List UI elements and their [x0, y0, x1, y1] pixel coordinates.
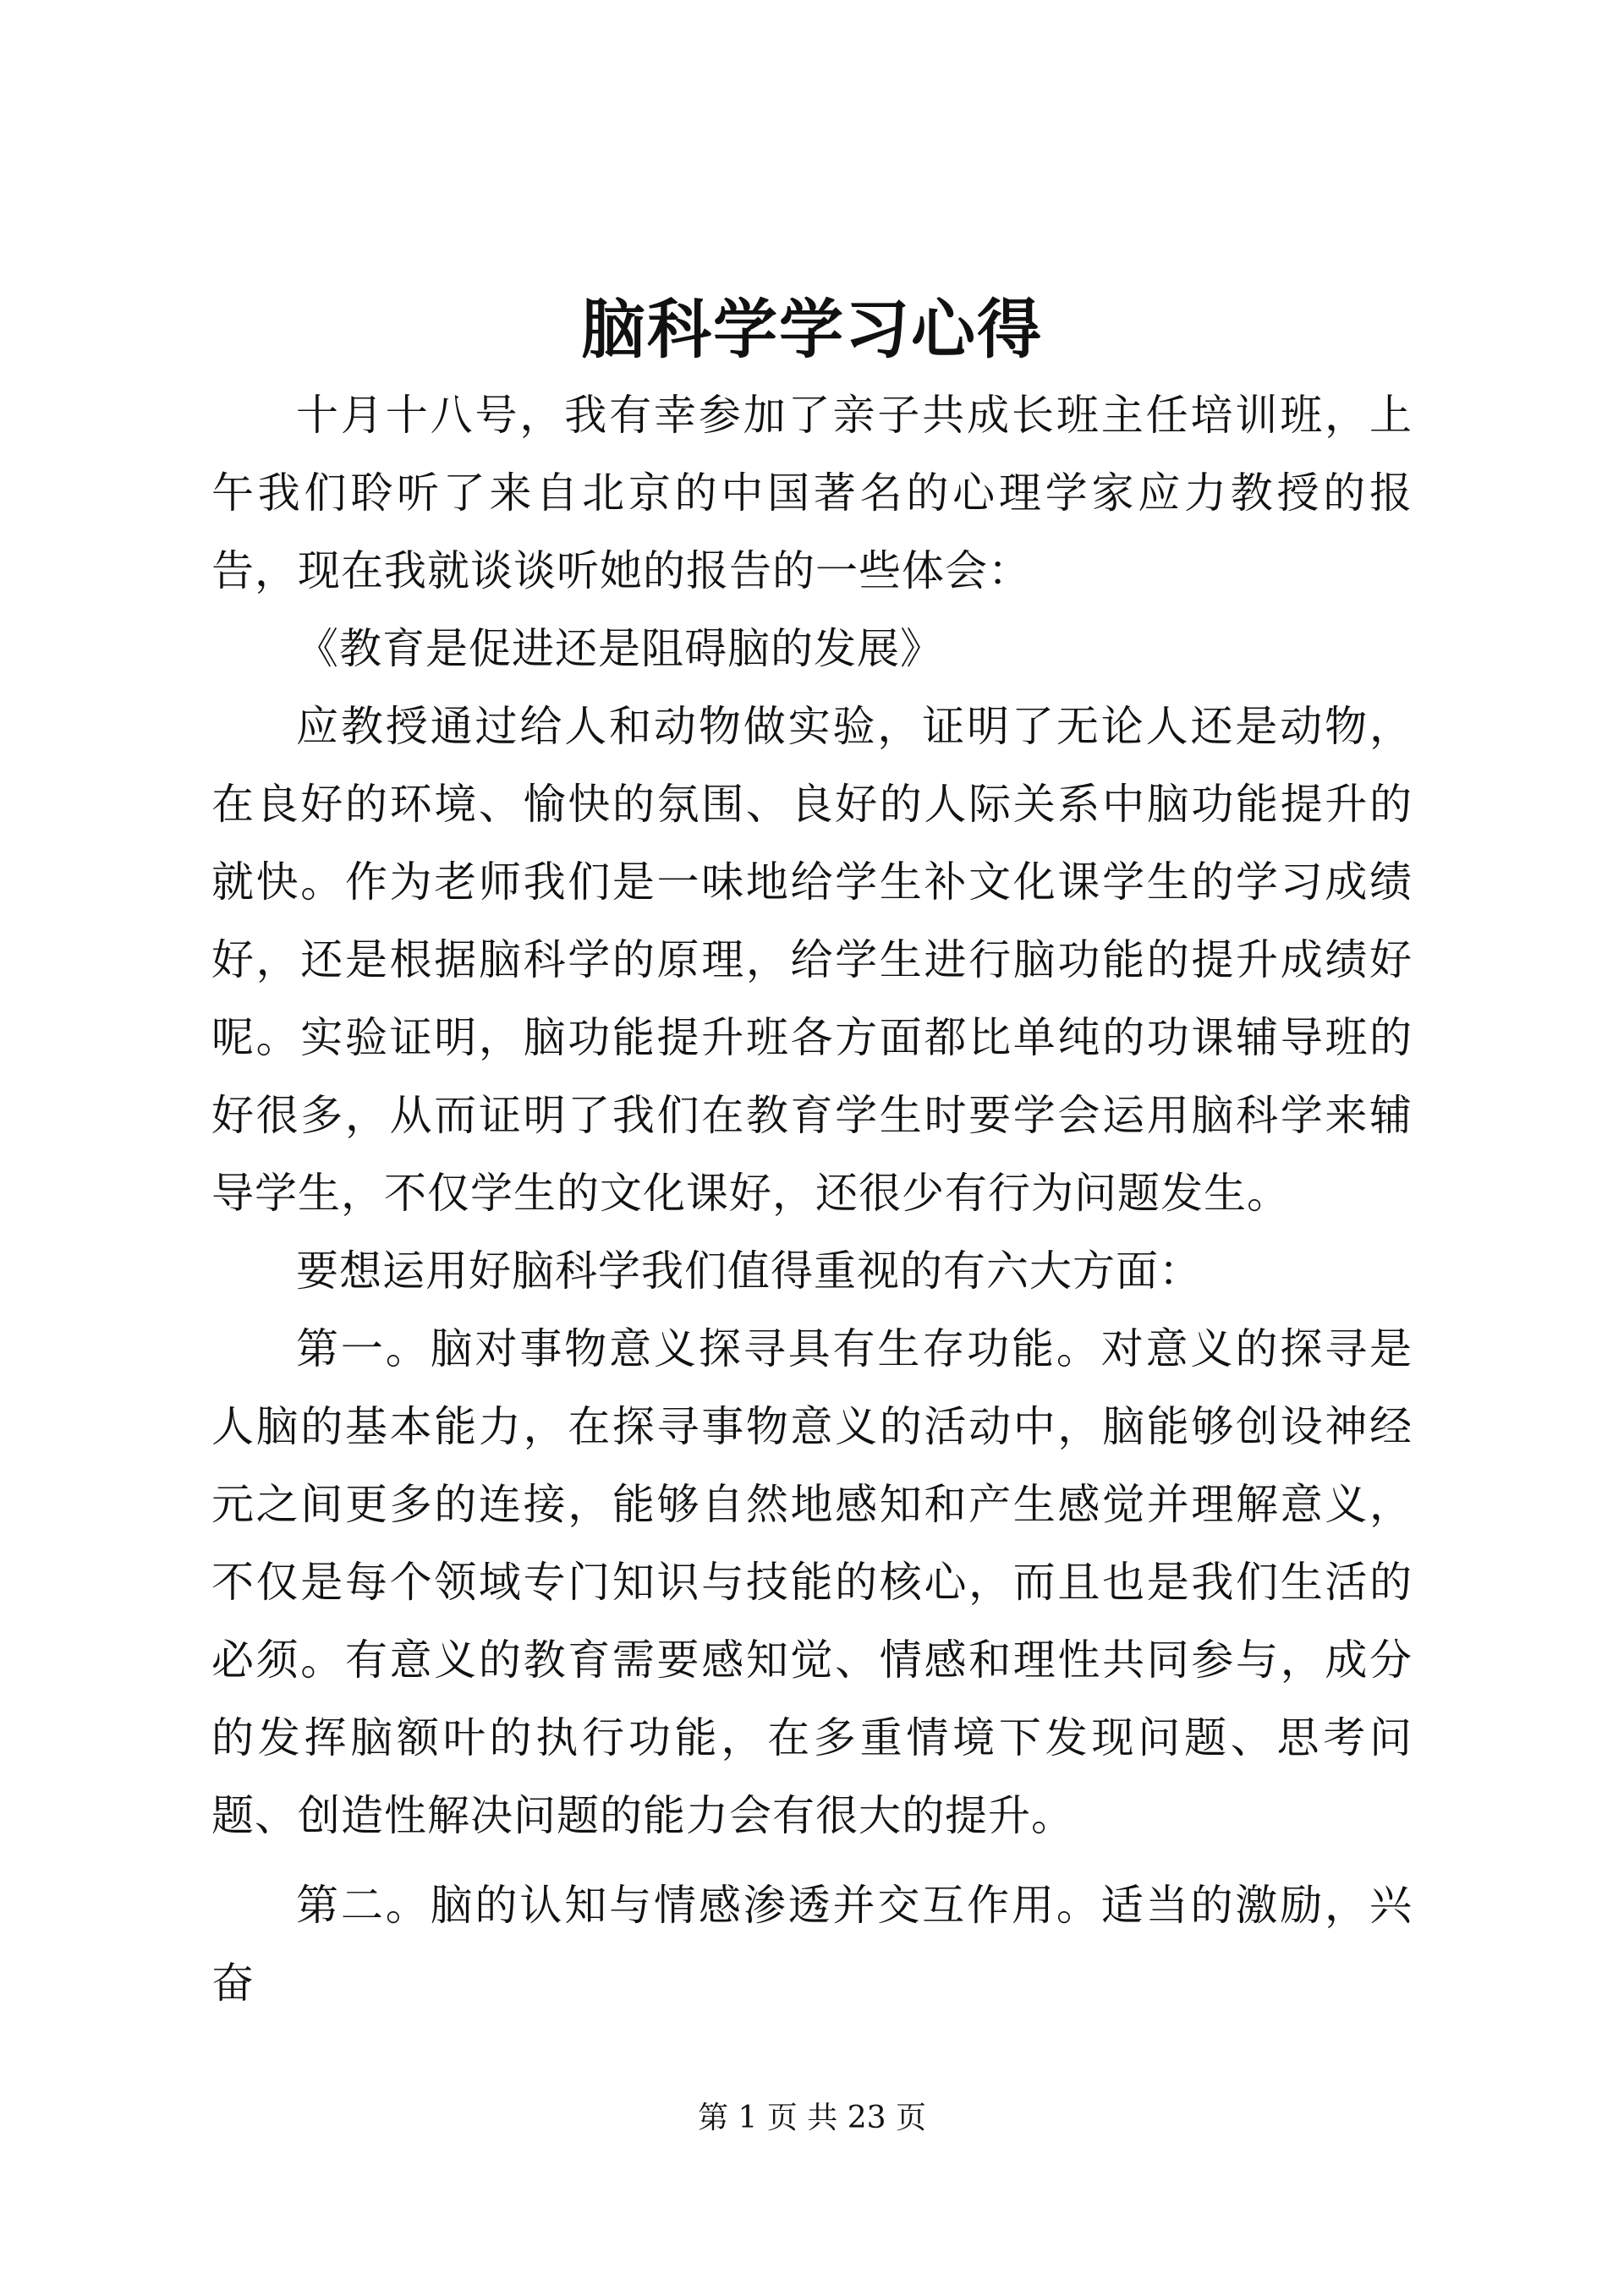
paragraph-six-aspects: 要想运用好脑科学我们值得重视的有六大方面：: [296, 1247, 1202, 1296]
document-body: [211, 376, 1413, 2022]
paragraph-second-point: 第二。脑的认知与情感渗透并交互作用。适当的激励，兴奋: [211, 1881, 1413, 2008]
paragraph-intro: 十月十八号，我有幸参加了亲子共成长班主任培训班，上午我们聆听了来自北京的中国著名的心理学家应力教授的报告，现在我就谈谈听她的报告的一些体会：: [211, 391, 1413, 595]
paragraph-experiment: 应教授通过给人和动物做实验，证明了无论人还是动物，在良好的环境、愉快的氛围、良好的人际关系中脑功能提升的就快。作为老师我们是一味地给学生补文化课学生的学习成绩好，还是根据脑科学的原理，给学生进行脑功能的提升成绩好呢。实验证明，脑功能提升班各方面都比单纯的功课辅导班的好很多，从而证明了我们在教育学生时要学会运用脑科学来辅导学生，不仅学生的文化课好，还很少有行为问题发生。: [211, 702, 1413, 1218]
page-title: 脑科学学习心得: [581, 292, 1043, 367]
paragraph-first-point: 第一。脑对事物意义探寻具有生存功能。对意义的探寻是人脑的基本能力，在探寻事物意义的活动中，脑能够创设神经元之间更多的连接，能够自然地感知和产生感觉并理解意义，不仅是每个领域专门知识与技能的核心，而且也是我们生活的必须。有意义的教育需要感知觉、情感和理性共同参与，成分的发挥脑额叶的执行功能，在多重情境下发现问题、思考问题、创造性解决问题的能力会有很大的提升。: [211, 1324, 1413, 1840]
paragraph-report-title: 《教育是促进还是阻碍脑的发展》: [296, 624, 943, 673]
page-number-footer: 第 1 页 共 23 页: [698, 2101, 926, 2135]
